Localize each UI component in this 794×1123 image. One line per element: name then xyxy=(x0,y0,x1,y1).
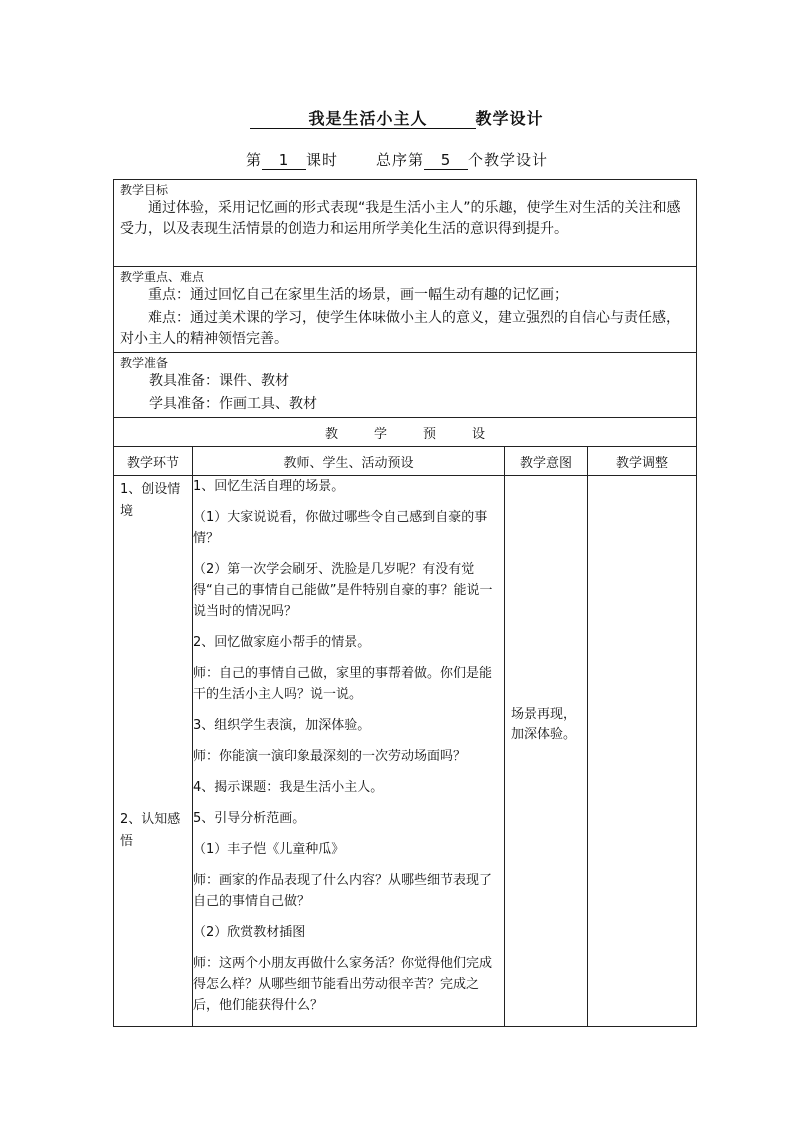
lesson-number: 1 xyxy=(262,151,306,170)
student-preparation: 学具准备：作画工具、教材 xyxy=(149,396,317,412)
stage-item: 1、创设情境 xyxy=(120,482,181,519)
lesson-unit: 课时 xyxy=(305,151,338,169)
lesson-prefix: 第 xyxy=(245,151,262,169)
adjustment-cell xyxy=(588,476,697,1027)
plan-body-row xyxy=(114,476,697,1027)
goals-row xyxy=(114,180,697,267)
activity-item: 5、引导分析范画。 xyxy=(193,811,306,826)
column-header-intent: 教学意图 xyxy=(505,447,588,476)
activity-item: 4、揭示课题：我是生活小主人。 xyxy=(193,780,384,795)
plan-title-row xyxy=(114,418,697,447)
goals-heading: 教学目标 xyxy=(120,183,169,197)
activity-item: 师：画家的作品表现了什么内容？从哪些细节表现了自己的事情自己做？ xyxy=(193,873,493,909)
activity-item: 2、回忆做家庭小帮手的情景。 xyxy=(193,635,371,650)
preparation-heading: 教学准备 xyxy=(120,356,169,370)
lesson-info xyxy=(0,149,794,170)
activity-item: 1、回忆生活自理的场景。 xyxy=(193,479,345,494)
activity-item: 师：这两个小朋友再做什么家务活？你觉得他们完成得怎么样？从哪些细节能看出劳动很辛苦？完成之后，他们能获得什么？ xyxy=(193,956,493,1013)
title-topic: 我是生活小主人 xyxy=(308,109,428,128)
activity-item: （2）欣赏教材插图 xyxy=(193,925,306,940)
plan-title xyxy=(114,418,697,447)
column-header-activities: 教师、学生、活动预设 xyxy=(193,447,505,476)
column-header-row xyxy=(114,447,697,476)
plan-title-char: 预 xyxy=(423,426,437,442)
activity-item: （2）第一次学会刷牙、洗脸是几岁呢？有没有觉得“自己的事情自己能做”是件特别自豪的事？能说一说当时的情况吗？ xyxy=(193,562,493,619)
preparation-row xyxy=(114,353,697,418)
activity-item: 3、组织学生表演，加深体验。 xyxy=(193,718,371,733)
teacher-preparation: 教具准备：课件、教材 xyxy=(149,373,289,389)
key-points-heading: 教学重点、难点 xyxy=(120,270,205,284)
activity-item: 师：你能演一演印象最深刻的一次劳动场面吗？ xyxy=(193,749,467,764)
stage-item: 2、认知感悟 xyxy=(120,812,181,849)
intent-text: 场景再现，加深体验。 xyxy=(511,707,577,742)
column-header-adjustment: 教学调整 xyxy=(588,447,697,476)
sequence-number: 5 xyxy=(424,151,468,170)
activities-cell xyxy=(193,476,505,1027)
stage-cell xyxy=(114,476,193,1027)
difficult-point-text: 难点：通过美术课的学习，使学生体味做小主人的意义，建立强烈的自信心与责任感，对小主人的精神领悟完善。 xyxy=(120,310,680,347)
plan-title-char: 教 xyxy=(324,426,338,442)
sequence-prefix: 总序第 xyxy=(376,151,425,169)
sequence-unit: 个教学设计 xyxy=(468,151,549,169)
goals-text: 通过体验，采用记忆画的形式表现“我是生活小主人”的乐趣，使学生对生活的关注和感受力，以及表现生活情景的创造力和运用所学美化生活的意识得到提升。 xyxy=(120,200,681,237)
plan-title-char: 学 xyxy=(373,426,387,442)
activity-item: （1）丰子恺《儿童种瓜》 xyxy=(193,842,345,857)
column-header-stage: 教学环节 xyxy=(114,447,193,476)
key-point-text: 重点：通过回忆自己在家里生活的场景，画一幅生动有趣的记忆画； xyxy=(148,287,568,303)
key-points-row xyxy=(114,267,697,353)
title-blank-left xyxy=(250,112,308,129)
activity-item: 师：自己的事情自己做，家里的事帮着做。你们是能干的生活小主人吗？说一说。 xyxy=(193,666,493,702)
page-title xyxy=(0,106,794,129)
lesson-plan-table xyxy=(113,179,697,1027)
title-suffix: 教学设计 xyxy=(475,109,544,128)
activity-item: （1）大家说说看，你做过哪些令自己感到自豪的事情？ xyxy=(193,510,488,546)
plan-title-char: 设 xyxy=(472,426,486,442)
title-blank-right xyxy=(428,112,476,129)
intent-cell xyxy=(505,476,588,1027)
